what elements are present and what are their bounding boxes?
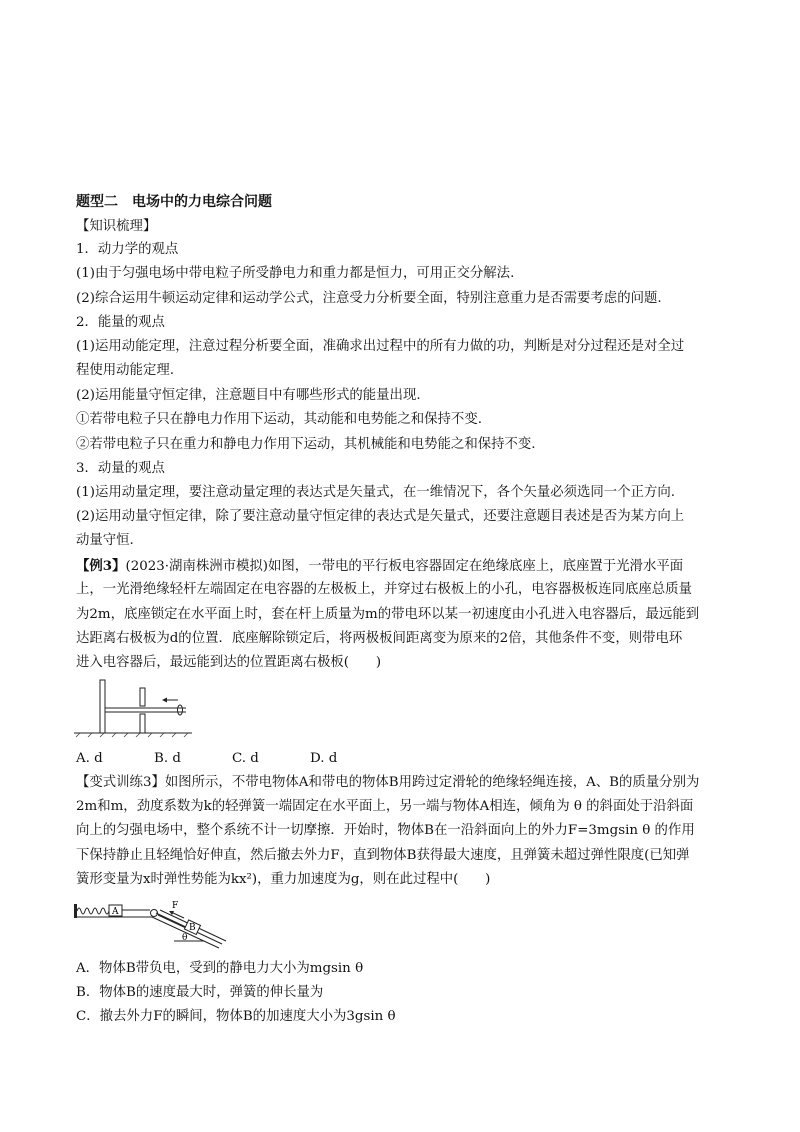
block-b-label: B <box>189 923 196 933</box>
knowledge-line: 2．能量的观点 <box>76 315 165 330</box>
knowledge-line: (1)由于匀强电场中带电粒子所受静电力和重力都是恒力，可用正交分解法. <box>76 266 515 281</box>
knowledge-tag: 【知识梳理】 <box>76 219 157 234</box>
knowledge-line: (2)运用动量守恒定律，除了要注意动量守恒定律的表达式是矢量式，还要注意题目表述是否为某方向上 <box>76 509 685 524</box>
example-3-text: 上，一光滑绝缘轻杆左端固定在电容器的左极板上，并穿过右极板上的小孔，电容器极板连同底座总质量 <box>76 582 692 597</box>
knowledge-line: (2)运用能量守恒定律，注意题目中有哪些形式的能量出现. <box>76 388 421 403</box>
example-3-text: 为2m，底座锁定在水平面上时，套在杆上质量为m的带电环以某一初速度由小孔进入电容器后，最远能到 <box>76 607 700 622</box>
option-c[interactable]: C．撤去外力F的瞬间，物体B的加速度大小为3gsin θ <box>76 1009 396 1024</box>
example-3-first-line <box>76 558 683 575</box>
knowledge-line: ①若带电粒子只在静电力作用下运动，其动能和电势能之和保持不变. <box>76 412 482 427</box>
option-a[interactable]: A．物体B带负电，受到的静电力大小为mgsin θ <box>76 961 364 976</box>
variant-3-text: 2m和m，劲度系数为k的轻弹簧一端固定在水平面上，另一端与物体A相连，倾角为 θ 的斜面处于沿斜面 <box>76 799 694 814</box>
knowledge-line: (1)运用动量定理，要注意动量定理的表达式是矢量式，在一维情况下，各个矢量必须选同一个正方向. <box>76 485 676 500</box>
knowledge-line: (2)综合运用牛顿运动定律和运动学公式，注意受力分析要全面，特别注意重力是否需要考虑的问题. <box>76 291 662 306</box>
variant-3-label: 【变式训练3】 <box>76 775 165 790</box>
section-title: 题型二 电场中的力电综合问题 <box>76 194 272 210</box>
knowledge-line: 程使用动能定理. <box>76 363 174 378</box>
block-a-label: A <box>112 907 119 917</box>
variant-3-text: 如图所示，不带电物体A和带电的物体B用跨过定滑轮的绝缘轻绳连接，A、B的质量分别为 <box>164 775 700 790</box>
knowledge-line: (1)运用动能定理，注意过程分析要全面，准确求出过程中的所有力做的功，判断是对分过程还是对全过 <box>76 339 685 354</box>
knowledge-line: 动量守恒. <box>76 533 134 548</box>
knowledge-line: 3．动量的观点 <box>76 461 165 476</box>
option-b[interactable]: B．物体B的速度最大时，弹簧的伸长量为 <box>76 985 324 1000</box>
example-3-choices <box>76 751 388 767</box>
variant-3-text: 簧形变量为x时弹性势能为kx²)，重力加速度为g，则在此过程中( ) <box>76 872 491 887</box>
force-label: F <box>172 901 179 911</box>
incline-figure <box>74 896 234 952</box>
example-3-text: (2023·湖南株洲市模拟)如图，一带电的平行板电容器固定在绝缘底座上，底座置于光滑水平面 <box>125 559 684 574</box>
choice-b[interactable]: B. d <box>154 751 181 766</box>
variant-3-text: 下保持静止且轻绳恰好伸直，然后撤去外力F，直到物体B获得最大速度，且弹簧未超过弹性限度(已知弹 <box>76 848 690 863</box>
example-3-text: 达距离右极板为d的位置．底座解除锁定后，将两极板间距离变为原来的2倍，其他条件不变，则带电环 <box>76 631 683 646</box>
choice-a[interactable]: A. d <box>76 751 103 766</box>
choice-c[interactable]: C. d <box>232 751 259 766</box>
variant-3-first-line <box>76 775 699 791</box>
knowledge-line: 1．动力学的观点 <box>76 242 179 257</box>
example-3-text: 进入电容器后，最远能到达的位置距离右极板( ) <box>76 655 382 670</box>
angle-label: θ <box>182 933 188 943</box>
choice-d[interactable]: D. d <box>310 751 338 766</box>
variant-3-text: 向上的匀强电场中，整个系统不计一切摩擦．开始时，物体B在一沿斜面向上的外力F=3mgsin θ 的作用 <box>76 823 695 838</box>
capacitor-figure <box>74 678 194 738</box>
knowledge-line: ②若带电粒子只在重力和静电力作用下运动，其机械能和电势能之和保持不变. <box>76 437 536 452</box>
example-3-label: 【例3】 <box>76 558 126 574</box>
